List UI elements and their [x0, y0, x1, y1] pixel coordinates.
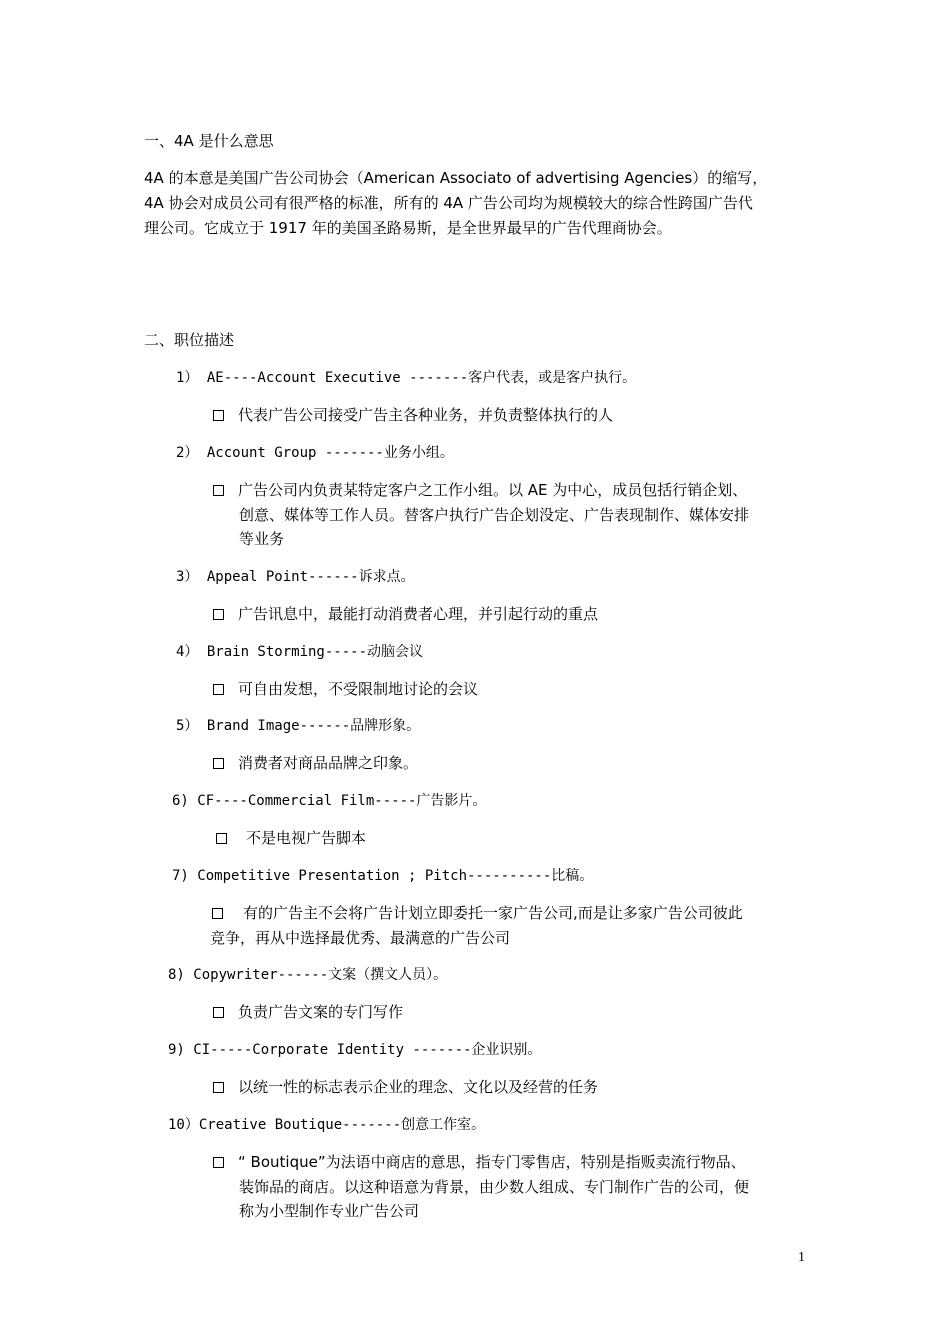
item-10-term: 10）Creative Boutique-------创意工作室。 — [168, 1117, 486, 1133]
item-4-desc: 可自由发想，不受限制地讨论的会议 — [213, 677, 478, 701]
item-6-desc: 不是电视广告脚本 — [216, 826, 366, 850]
checkbox-bullet-icon — [213, 684, 224, 695]
checkbox-bullet-icon — [213, 609, 224, 620]
section-1-line-3: 理公司。它成立于 1917 年的美国圣路易斯，是全世界最早的广告代理商协会。 — [144, 219, 672, 237]
section-1-heading: 一、4A 是什么意思 — [144, 132, 274, 150]
item-1-term: 1） AE----Account Executive -------客户代表，或是客户执行。 — [176, 370, 637, 386]
item-3-desc: 广告讯息中，最能打动消费者心理，并引起行动的重点 — [213, 602, 598, 626]
item-7-term: 7) Competitive Presentation ; Pitch----------比稿。 — [172, 868, 594, 884]
checkbox-bullet-icon — [213, 1007, 224, 1018]
page-number: 1 — [798, 1250, 805, 1265]
item-7-desc-line-2: 竞争，再从中选择最优秀、最满意的广告公司 — [210, 929, 511, 947]
item-4-term: 4） Brain Storming-----动脑会议 — [176, 644, 424, 660]
item-10-desc-line-2: 装饰品的商店。以这种语意为背景，由少数人组成、专门制作广告的公司，便 — [239, 1178, 750, 1196]
item-6-term: 6) CF----Commercial Film-----广告影片。 — [172, 793, 487, 809]
section-1-line-2: 4A 协会对成员公司有很严格的标准，所有的 4A 广告公司均为规模较大的综合性跨国广告代 — [144, 194, 753, 212]
item-7-desc-line-1: 有的广告主不会将广告计划立即委托一家广告公司,而是让多家广告公司彼此 — [212, 901, 743, 925]
item-1-desc: 代表广告公司接受广告主各种业务，并负责整体执行的人 — [213, 403, 613, 427]
item-5-desc: 消费者对商品品牌之印象。 — [213, 751, 418, 775]
checkbox-bullet-icon — [213, 758, 224, 769]
checkbox-bullet-icon — [216, 833, 227, 844]
section-2-heading: 二、职位描述 — [144, 331, 235, 349]
item-10-desc-line-3: 称为小型制作专业广告公司 — [239, 1202, 420, 1220]
item-10-desc-line-1: “ Boutique”为法语中商店的意思，指专门零售店，特别是指贩卖流行物品、 — [213, 1150, 746, 1174]
item-2-desc-line-2: 创意、媒体等工作人员。替客户执行广告企划没定、广告表现制作、媒体安排 — [239, 506, 750, 524]
item-2-desc-line-1: 广告公司内负责某特定客户之工作小组。以 AE 为中心，成员包括行销企划、 — [213, 478, 747, 502]
item-2-term: 2） Account Group -------业务小组。 — [176, 445, 454, 461]
item-9-term: 9) CI-----Corporate Identity -------企业识别。 — [168, 1042, 542, 1058]
checkbox-bullet-icon — [213, 485, 224, 496]
item-3-term: 3） Appeal Point------诉求点。 — [176, 569, 415, 585]
item-5-term: 5） Brand Image------品牌形象。 — [176, 718, 421, 734]
checkbox-bullet-icon — [213, 1157, 224, 1168]
checkbox-bullet-icon — [212, 908, 223, 919]
item-9-desc: 以统一性的标志表示企业的理念、文化以及经营的任务 — [213, 1075, 598, 1099]
checkbox-bullet-icon — [213, 410, 224, 421]
checkbox-bullet-icon — [213, 1082, 224, 1093]
item-8-desc: 负责广告文案的专门写作 — [213, 1000, 403, 1024]
item-8-term: 8) Copywriter------文案（撰文人员）。 — [168, 967, 448, 983]
section-1-line-1: 4A 的本意是美国广告公司协会（American Associato of advertising Agencies）的缩写， — [144, 169, 768, 187]
item-2-desc-line-3: 等业务 — [239, 530, 285, 548]
